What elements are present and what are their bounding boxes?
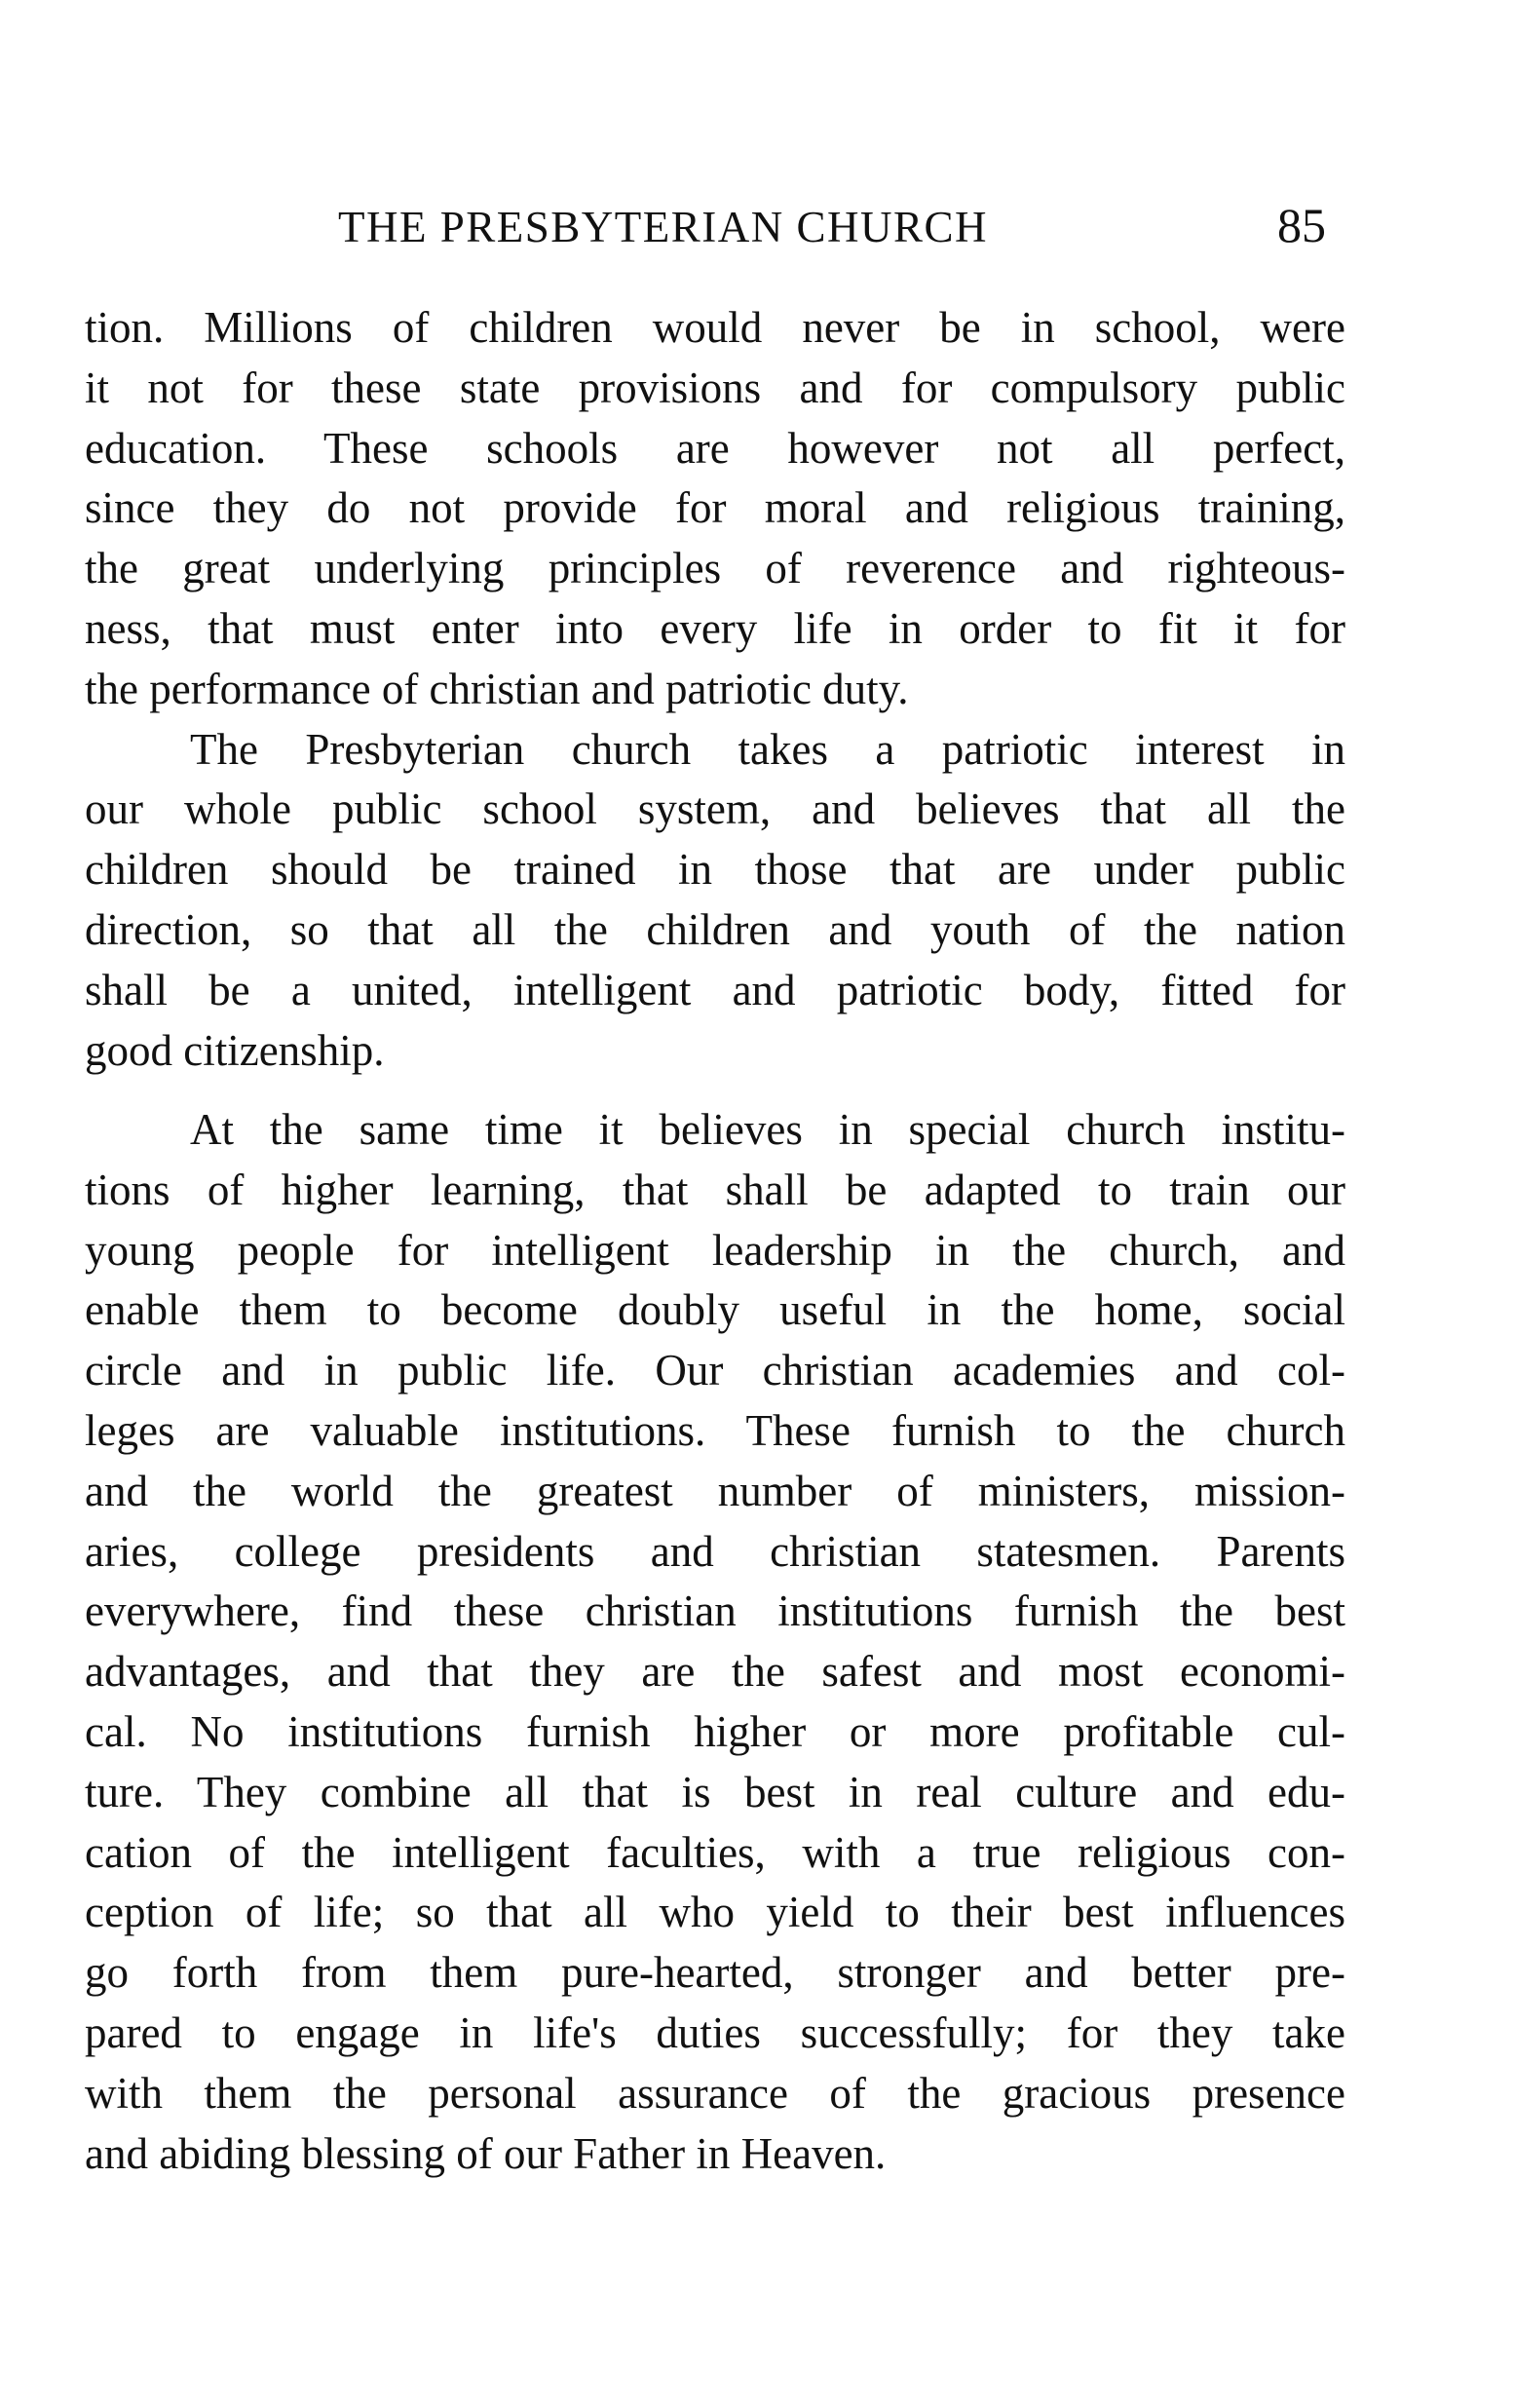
- text-line: direction, so that all the children and youth of the nation: [85, 904, 1345, 954]
- text-line: good citizenship.: [85, 1025, 385, 1075]
- text-line: ness, that must enter into every life in order to fit it for: [85, 603, 1345, 653]
- text-line: cation of the intelligent faculties, with a true religious con-: [85, 1827, 1345, 1877]
- text-line: and the world the greatest number of ministers, mission-: [85, 1466, 1345, 1515]
- text-line: ception of life; so that all who yield to their best influences: [85, 1888, 1345, 1937]
- text-line: it not for these state provisions and for compulsory public: [85, 363, 1345, 412]
- page-number: 85: [1277, 198, 1326, 252]
- paragraph-1: [85, 298, 1345, 720]
- text-line: our whole public school system, and believes that all the: [85, 784, 1345, 834]
- text-line: with them the personal assurance of the gracious presence: [85, 2068, 1345, 2118]
- text-line: circle and in public life. Our christian academies and col-: [85, 1346, 1345, 1395]
- text-line: go forth from them pure-hearted, stronger and better pre-: [85, 1948, 1345, 1998]
- text-line: pared to engage in life's duties successfully; for they take: [85, 2007, 1345, 2057]
- text-line: tions of higher learning, that shall be adapted to train our: [85, 1165, 1345, 1214]
- text-line: shall be a united, intelligent and patriotic body, fitted for: [85, 965, 1345, 1014]
- paragraph-2: [85, 720, 1345, 1082]
- text-line: aries, college presidents and christian statesmen. Parents: [85, 1526, 1345, 1576]
- text-line: cal. No institutions furnish higher or more profitable cul-: [85, 1706, 1345, 1756]
- text-line: tion. Millions of children would never be in school, were: [85, 303, 1345, 352]
- text-line: since they do not provide for moral and religious training,: [85, 483, 1345, 533]
- text-line: the performance of christian and patriotic duty.: [85, 664, 909, 713]
- text-line: and abiding blessing of our Father in Heaven.: [85, 2128, 887, 2178]
- text-line: enable them to become doubly useful in the home, social: [85, 1285, 1345, 1335]
- text-line: the great underlying principles of reverence and righteous-: [85, 544, 1345, 593]
- paragraph-3: [85, 1100, 1345, 2184]
- text-line: advantages, and that they are the safest and most economi-: [85, 1647, 1345, 1697]
- text-line: everywhere, find these christian institutions furnish the best: [85, 1586, 1345, 1636]
- text-line: young people for intelligent leadership in the church, and: [85, 1225, 1345, 1275]
- text-line: children should be trained in those that are under public: [85, 845, 1345, 895]
- text-line: ture. They combine all that is best in real culture and edu-: [85, 1767, 1345, 1816]
- running-head-title: THE PRESBYTERIAN CHURCH: [338, 203, 989, 251]
- text-line: At the same time it believes in special church institu-: [190, 1105, 1345, 1154]
- body-text-top: [85, 298, 1345, 1081]
- text-line: The Presbyterian church takes a patriotic interest in: [190, 724, 1345, 774]
- text-line: education. These schools are however not all perfect,: [85, 423, 1345, 473]
- text-line: leges are valuable institutions. These furnish to the church: [85, 1405, 1345, 1455]
